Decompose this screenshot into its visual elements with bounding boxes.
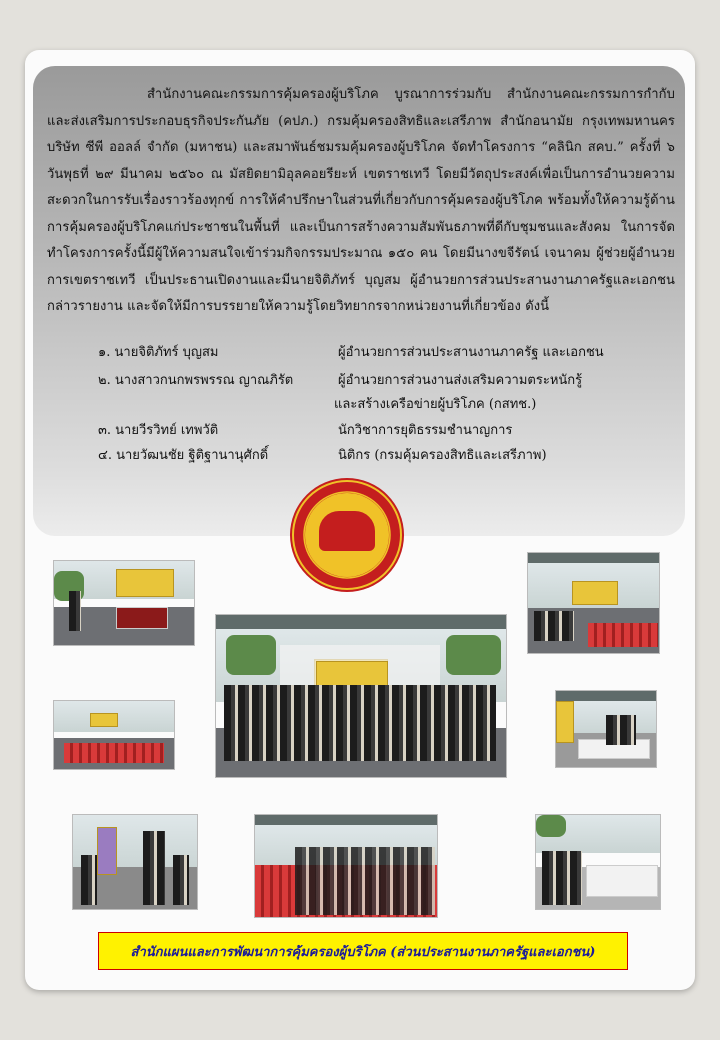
speaker-position: ผู้อำนวยการส่วนงานส่งเสริมความตระหนักรู้ bbox=[338, 373, 583, 388]
ocpb-seal-logo bbox=[290, 478, 404, 592]
speaker-name: ๓. นายวีรวิทย์ เทพวัติ bbox=[98, 423, 219, 438]
photo-stage-right bbox=[527, 552, 660, 654]
speaker-position: นักวิชาการยุติธรรมชำนาญการ bbox=[338, 423, 513, 438]
photo-audience-left bbox=[53, 700, 175, 770]
intro-paragraph: สำนักงานคณะกรรมการคุ้มครองผู้บริโภค บูรณาการร่วมกับ สำนักงานคณะกรรมการกำกับและส่งเสริมการประกอบธุรกิจประกันภัย (คปภ.) กรมคุ้มครองสิทธิและเสรีภาพ สำนักอนามัย กรุงเทพมหานคร บริษัท ซีพี ออลล์ จำกัด (มหาชน) และสมาพันธ์ชมรมคุ้มครองผู้บริโภค จัดทำโครงการ “คลินิก สคบ.” ครั้งที่ ๖ วันพุธที่ ๒๙ มีนาคม ๒๕๖๐ ณ มัสยิดยามิอุลคอยรียะห์ เขตราชเทวี โดยมีวัตถุประสงค์เพื่อเป็นการอำนวยความสะดวกในการรับเรื่องราวร้องทุกข์ การให้คำปรึกษาในส่วนที่เกี่ยวกับการคุ้มครองผู้บริโภค พร้อมทั้งให้ความรู้ด้านการคุ้มครองผู้บริโภคแก่ประชาชนในพื้นที่ และเป็นการสร้างความสัมพันธภาพที่ดีกับชุมชนและสังคม ในการจัดทำโครงการครั้งนี้มีผู้ให้ความสนใจเข้าร่วมกิจกรรมประมาณ ๑๕๐ คน โดยมีนางขจีรัตน์ เจนาคม ผู้ช่วยผู้อำนวยการเขตราชเทวี เป็นประธานเปิดงานและมีนายจิติภัทร์ บุญสม ผู้อำนวยการส่วนประสานงานภาครัฐและเอกชน กล่าวรายงาน และจัดให้มีการบรรยายให้ความรู้โดยวิทยากรจากหน่วยงานที่เกี่ยวข้อง ดังนี้ bbox=[47, 87, 675, 314]
speaker-name: ๑. นายจิติภัทร์ บุญสม bbox=[98, 345, 219, 360]
speaker-name: ๒. นางสาวกนกพรพรรณ ญาณภิรัต bbox=[98, 373, 294, 388]
speaker-position: นิติกร (กรมคุ้มครองสิทธิและเสรีภาพ) bbox=[338, 448, 547, 463]
footer-text: สำนักแผนและการพัฒนาการคุ้มครองผู้บริโภค (ส่วนประสานงานภาครัฐและเอกชน) bbox=[130, 944, 596, 960]
photo-consultation bbox=[535, 814, 661, 910]
speaker-position-line2: และสร้างเครือข่ายผู้บริโภค (กสทช.) bbox=[334, 397, 537, 412]
photo-stage-left bbox=[53, 560, 195, 646]
department-footer bbox=[98, 932, 628, 970]
report-text bbox=[47, 82, 675, 321]
speaker-position: ผู้อำนวยการส่วนประสานงานภาครัฐ และเอกชน bbox=[338, 345, 604, 360]
photo-group bbox=[215, 614, 507, 778]
speaker-name: ๔. นายวัฒนชัย ฐิติฐานานุศักดิ์ bbox=[98, 448, 269, 463]
photo-audience-center bbox=[254, 814, 438, 918]
seal-emblem-icon bbox=[305, 493, 389, 577]
photo-service-desk bbox=[555, 690, 657, 768]
photo-report-speaker bbox=[72, 814, 198, 910]
